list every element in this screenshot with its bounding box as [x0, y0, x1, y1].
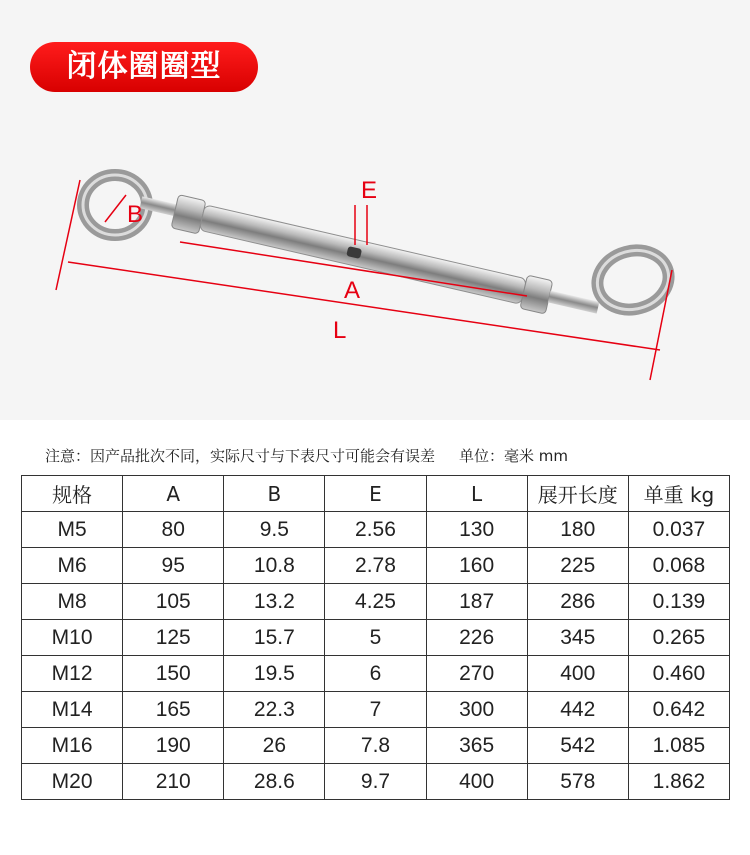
header-cell-l: L: [426, 476, 527, 512]
header-cell-unit-weight: 单重 kg: [628, 476, 729, 512]
spec-table-body: [22, 512, 730, 800]
table-cell: 9.5: [224, 512, 325, 548]
table-cell: 150: [123, 656, 224, 692]
table-cell: M14: [22, 692, 123, 728]
label-e: E: [361, 177, 378, 204]
table-cell: 400: [527, 656, 628, 692]
table-cell: M5: [22, 512, 123, 548]
table-header-row: [22, 476, 730, 512]
table-cell: 15.7: [224, 620, 325, 656]
table-cell: M6: [22, 548, 123, 584]
label-l: L: [333, 317, 347, 344]
table-row: [22, 548, 730, 584]
table-cell: M8: [22, 584, 123, 620]
table-cell: 578: [527, 764, 628, 800]
table-cell: 210: [123, 764, 224, 800]
spec-table: [21, 475, 730, 800]
dim-line-b: [105, 195, 126, 222]
table-row: [22, 584, 730, 620]
table-row: [22, 656, 730, 692]
table-cell: 95: [123, 548, 224, 584]
table-cell: 1.085: [628, 728, 729, 764]
product-type-badge: 闭体圈圈型: [30, 42, 258, 92]
table-cell: 2.56: [325, 512, 426, 548]
table-cell: 160: [426, 548, 527, 584]
note-text: 注意：因产品批次不同，实际尺寸与下表尺寸可能会有误差: [45, 447, 436, 465]
table-cell: 190: [123, 728, 224, 764]
table-cell: 19.5: [224, 656, 325, 692]
table-cell: 9.7: [325, 764, 426, 800]
table-cell: 286: [527, 584, 628, 620]
table-cell: M16: [22, 728, 123, 764]
table-cell: 180: [527, 512, 628, 548]
table-row: [22, 512, 730, 548]
table-cell: M10: [22, 620, 123, 656]
table-row: [22, 764, 730, 800]
table-cell: 226: [426, 620, 527, 656]
unit-text: 单位：毫米 mm: [459, 447, 569, 465]
table-cell: 6: [325, 656, 426, 692]
table-cell: 28.6: [224, 764, 325, 800]
table-cell: 0.642: [628, 692, 729, 728]
table-cell: 13.2: [224, 584, 325, 620]
table-cell: 542: [527, 728, 628, 764]
table-cell: 130: [426, 512, 527, 548]
table-cell: 80: [123, 512, 224, 548]
table-cell: 5: [325, 620, 426, 656]
measurement-note: [45, 445, 735, 466]
table-cell: 270: [426, 656, 527, 692]
table-cell: 225: [527, 548, 628, 584]
table-cell: 0.139: [628, 584, 729, 620]
table-cell: M20: [22, 764, 123, 800]
table-cell: 187: [426, 584, 527, 620]
table-row: [22, 620, 730, 656]
table-cell: 300: [426, 692, 527, 728]
table-cell: M12: [22, 656, 123, 692]
table-cell: 10.8: [224, 548, 325, 584]
header-cell-b: B: [224, 476, 325, 512]
table-cell: 0.265: [628, 620, 729, 656]
table-cell: 105: [123, 584, 224, 620]
table-cell: 7.8: [325, 728, 426, 764]
table-cell: 365: [426, 728, 527, 764]
table-cell: 0.068: [628, 548, 729, 584]
right-shank: [548, 291, 599, 314]
table-cell: 125: [123, 620, 224, 656]
table-cell: 22.3: [224, 692, 325, 728]
label-a: A: [344, 277, 361, 304]
table-cell: 0.460: [628, 656, 729, 692]
table-row: [22, 728, 730, 764]
table-cell: 7: [325, 692, 426, 728]
table-cell: 0.037: [628, 512, 729, 548]
header-cell-unfolded-length: 展开长度: [527, 476, 628, 512]
header-cell-e: E: [325, 476, 426, 512]
table-cell: 2.78: [325, 548, 426, 584]
right-eye-ring: [591, 243, 676, 318]
table-cell: 1.862: [628, 764, 729, 800]
table-cell: 26: [224, 728, 325, 764]
label-b: B: [127, 201, 144, 228]
header-cell-a: A: [123, 476, 224, 512]
header-cell-spec: 规格: [22, 476, 123, 512]
table-cell: 345: [527, 620, 628, 656]
table-cell: 4.25: [325, 584, 426, 620]
table-cell: 165: [123, 692, 224, 728]
table-cell: 442: [527, 692, 628, 728]
table-cell: 400: [426, 764, 527, 800]
table-row: [22, 692, 730, 728]
turnbuckle-diagram: [0, 0, 750, 420]
